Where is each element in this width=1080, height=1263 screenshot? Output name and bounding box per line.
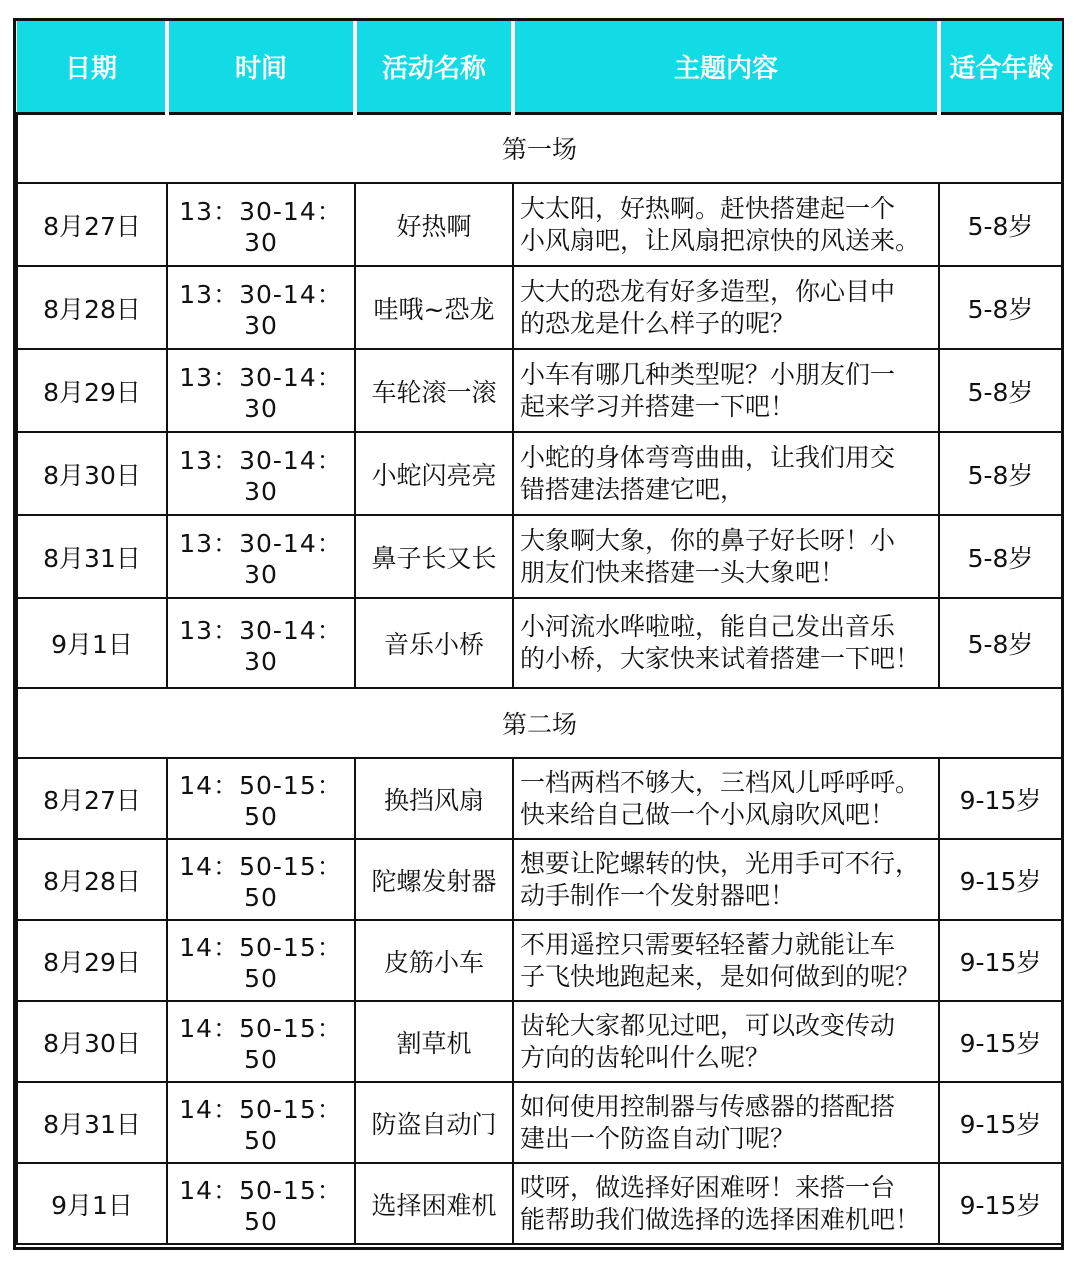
- cell-date: 8月30日: [17, 432, 167, 515]
- cell-age: 9-15岁: [939, 758, 1062, 839]
- theme-line: 一档两档不够大，三档风儿呼呼呼。: [520, 767, 921, 797]
- session-title: 第一场: [17, 113, 1062, 183]
- cell-age: 5-8岁: [939, 349, 1062, 432]
- cell-theme: [513, 432, 939, 515]
- cell-theme: [513, 1163, 939, 1244]
- cell-time: 14：50-15：50: [167, 839, 355, 920]
- theme-line: 小河流水哗啦啦，能自己发出音乐: [520, 612, 896, 641]
- cell-theme: [513, 515, 939, 598]
- cell-age: 5-8岁: [939, 266, 1062, 349]
- cell-activity-name: 割草机: [355, 1001, 513, 1082]
- cell-age: 9-15岁: [939, 839, 1062, 920]
- cell-date: 8月31日: [17, 515, 167, 598]
- cell-activity-name: 车轮滚一滚: [355, 349, 513, 432]
- table-row: [17, 1001, 1062, 1082]
- cell-date: 8月28日: [17, 266, 167, 349]
- cell-date: 8月31日: [17, 1082, 167, 1163]
- header-theme: 主题内容: [513, 21, 939, 113]
- theme-line: 不用遥控只需要轻轻蓄力就能让车: [520, 929, 896, 959]
- cell-activity-name: 选择困难机: [355, 1163, 513, 1244]
- cell-time: 13：30-14：30: [167, 266, 355, 349]
- table-row: [17, 839, 1062, 920]
- session-2: [17, 688, 1062, 1244]
- table-row: [17, 920, 1062, 1001]
- cell-time: 13：30-14：30: [167, 598, 355, 688]
- theme-line: 起来学习并搭建一下吧！: [520, 391, 796, 421]
- theme-line: 大太阳，好热啊。赶快搭建起一个: [520, 193, 896, 223]
- cell-theme: [513, 349, 939, 432]
- schedule-table: [16, 21, 1063, 1245]
- header-date: 日期: [17, 21, 167, 113]
- cell-activity-name: 音乐小桥: [355, 598, 513, 688]
- cell-time: 14：50-15：50: [167, 1082, 355, 1163]
- cell-date: 9月1日: [17, 598, 167, 688]
- theme-line: 子飞快地跑起来，是如何做到的呢？: [520, 961, 921, 991]
- cell-age: 9-15岁: [939, 1163, 1062, 1244]
- cell-age: 9-15岁: [939, 1001, 1062, 1082]
- cell-activity-name: 鼻子长又长: [355, 515, 513, 598]
- cell-time: 14：50-15：50: [167, 920, 355, 1001]
- cell-date: 8月29日: [17, 349, 167, 432]
- session-title-row: [17, 113, 1062, 183]
- cell-theme: [513, 183, 939, 266]
- cell-activity-name: 换挡风扇: [355, 758, 513, 839]
- cell-theme: [513, 1001, 939, 1082]
- theme-line: 小蛇的身体弯弯曲曲，让我们用交: [520, 442, 896, 472]
- table-row: [17, 349, 1062, 432]
- cell-activity-name: 皮筋小车: [355, 920, 513, 1001]
- cell-activity-name: 小蛇闪亮亮: [355, 432, 513, 515]
- theme-line: 如何使用控制器与传感器的搭配搭: [520, 1091, 896, 1121]
- cell-time: 13：30-14：30: [167, 515, 355, 598]
- session-title-row: [17, 688, 1062, 758]
- cell-date: 8月30日: [17, 1001, 167, 1082]
- cell-theme: [513, 839, 939, 920]
- cell-theme: [513, 1082, 939, 1163]
- cell-activity-name: 哇哦~恐龙: [355, 266, 513, 349]
- theme-line: 齿轮大家都见过吧，可以改变传动: [520, 1010, 896, 1040]
- cell-time: 13：30-14：30: [167, 183, 355, 266]
- theme-line: 的小桥，大家快来试着搭建一下吧！: [520, 644, 921, 673]
- theme-line: 想要让陀螺转的快，光用手可不行，: [520, 848, 921, 878]
- cell-date: 8月28日: [17, 839, 167, 920]
- cell-activity-name: 防盗自动门: [355, 1082, 513, 1163]
- cell-theme: [513, 266, 939, 349]
- theme-line: 哎呀，做选择好困难呀！来搭一台: [520, 1172, 896, 1202]
- cell-activity-name: 陀螺发射器: [355, 839, 513, 920]
- theme-line: 的恐龙是什么样子的呢？: [520, 308, 796, 338]
- cell-age: 9-15岁: [939, 920, 1062, 1001]
- cell-time: 14：50-15：50: [167, 1163, 355, 1244]
- theme-line: 方向的齿轮叫什么呢？: [520, 1042, 771, 1072]
- theme-line: 快来给自己做一个小风扇吹风吧！: [520, 799, 896, 829]
- table-row: [17, 1082, 1062, 1163]
- table-row: [17, 183, 1062, 266]
- theme-line: 动手制作一个发射器吧！: [520, 880, 796, 910]
- cell-age: 5-8岁: [939, 432, 1062, 515]
- theme-line: 错搭建法搭建它吧，: [520, 474, 746, 504]
- cell-time: 13：30-14：30: [167, 432, 355, 515]
- header-activity-name: 活动名称: [355, 21, 513, 113]
- table-row: [17, 266, 1062, 349]
- header-row: [17, 21, 1062, 113]
- cell-date: 8月27日: [17, 183, 167, 266]
- theme-line: 大大的恐龙有好多造型，你心目中: [520, 276, 896, 306]
- cell-time: 13：30-14：30: [167, 349, 355, 432]
- theme-line: 建出一个防盗自动门呢？: [520, 1123, 796, 1153]
- cell-date: 8月29日: [17, 920, 167, 1001]
- theme-line: 大象啊大象，你的鼻子好长呀！小: [520, 525, 896, 555]
- cell-age: 9-15岁: [939, 1082, 1062, 1163]
- cell-age: 5-8岁: [939, 183, 1062, 266]
- table-row: [17, 598, 1062, 688]
- table-row: [17, 758, 1062, 839]
- table-row: [17, 432, 1062, 515]
- table-row: [17, 515, 1062, 598]
- cell-theme: [513, 758, 939, 839]
- theme-line: 能帮助我们做选择的选择困难机吧！: [520, 1204, 921, 1234]
- cell-theme: [513, 920, 939, 1001]
- session-1: [17, 113, 1062, 688]
- cell-date: 8月27日: [17, 758, 167, 839]
- cell-age: 5-8岁: [939, 598, 1062, 688]
- session-title: 第二场: [17, 688, 1062, 758]
- cell-time: 14：50-15：50: [167, 1001, 355, 1082]
- schedule-sheet: [13, 18, 1064, 1250]
- cell-theme: [513, 598, 939, 688]
- theme-line: 小风扇吧，让风扇把凉快的风送来。: [520, 225, 921, 255]
- cell-date: 9月1日: [17, 1163, 167, 1244]
- theme-line: 小车有哪几种类型呢？小朋友们一: [520, 359, 896, 389]
- cell-time: 14：50-15：50: [167, 758, 355, 839]
- header-age: 适合年龄: [939, 21, 1062, 113]
- cell-age: 5-8岁: [939, 515, 1062, 598]
- header-time: 时间: [167, 21, 355, 113]
- table-row: [17, 1163, 1062, 1244]
- theme-line: 朋友们快来搭建一头大象吧！: [520, 557, 846, 587]
- cell-activity-name: 好热啊: [355, 183, 513, 266]
